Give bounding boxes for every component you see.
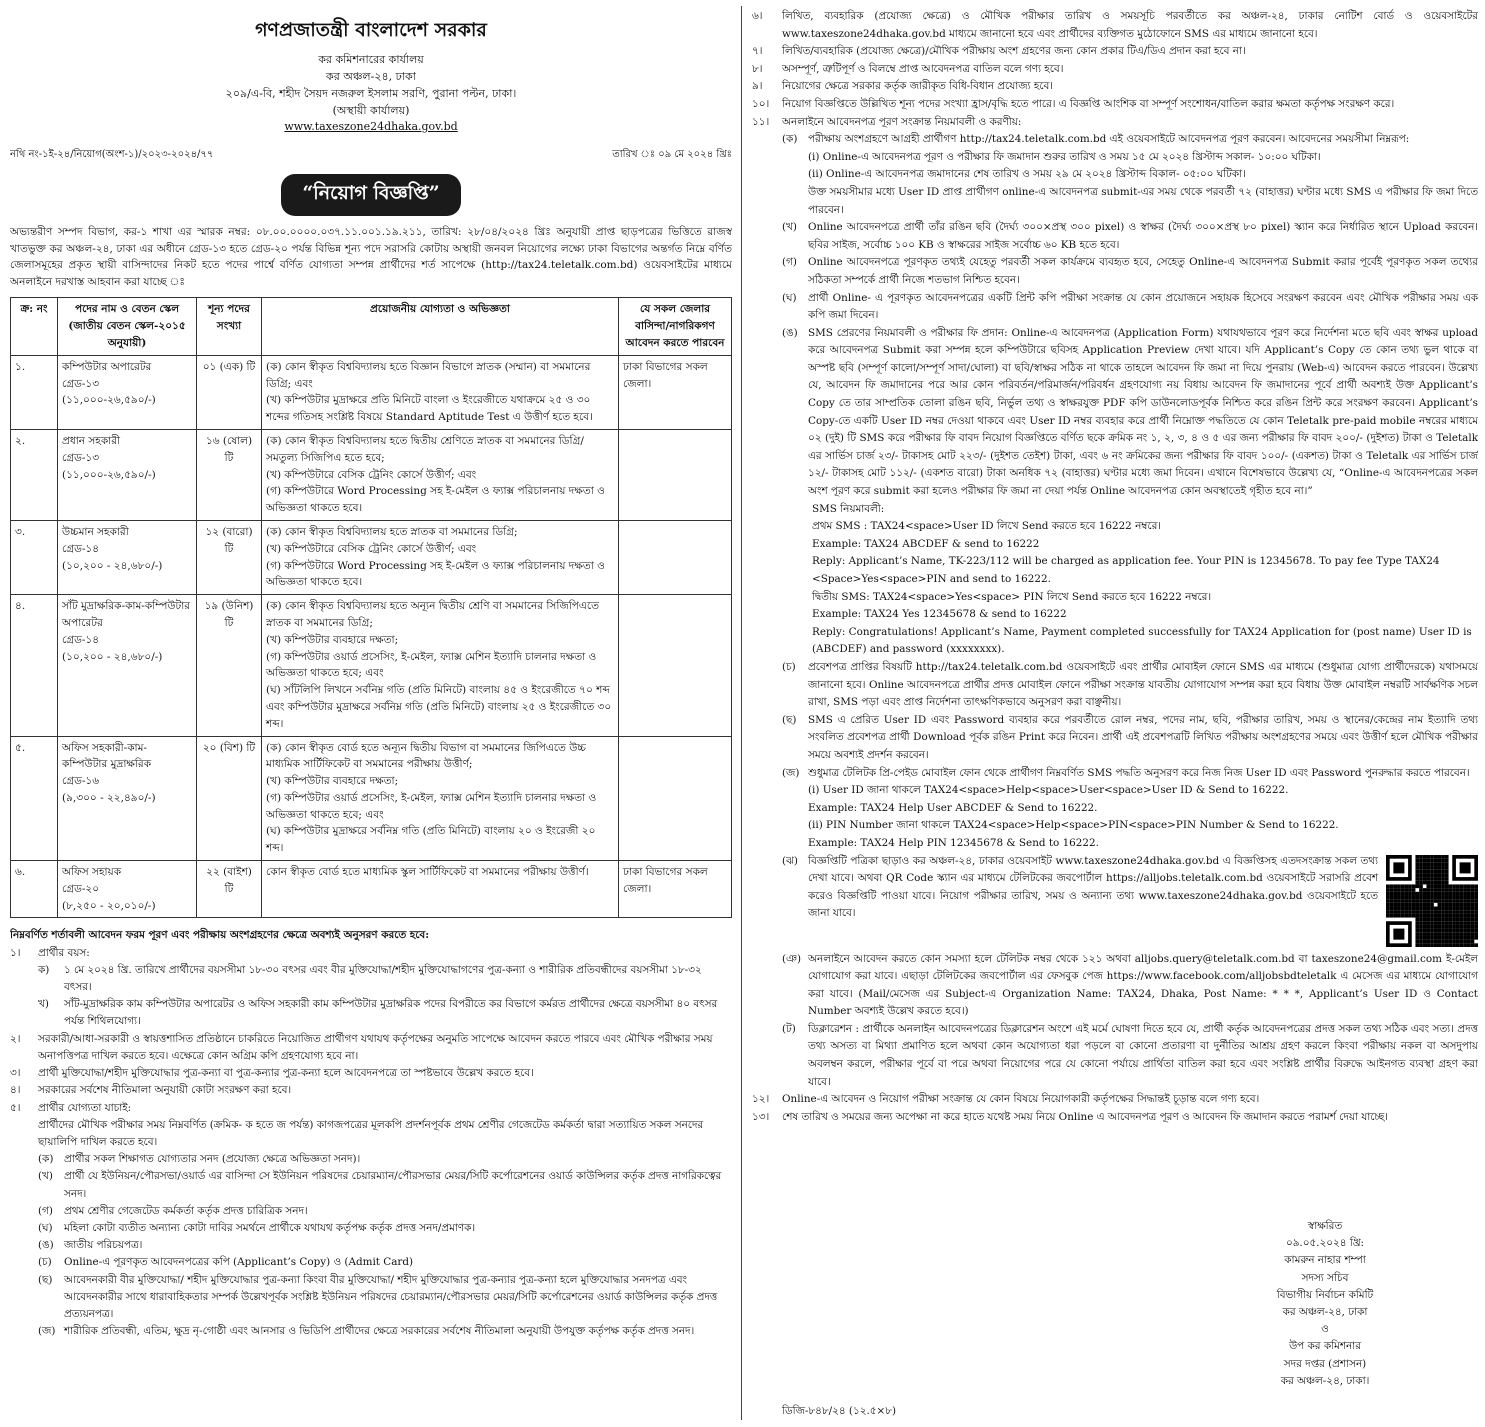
print-code: ডিজি-৮৪৮/২৪ (১২.৫×৮)	[782, 1405, 897, 1417]
condition-number: (গ)	[38, 1204, 53, 1217]
sms-rules	[752, 501, 1478, 659]
instruction-text: শেষ তারিখ ও সময়ের জন্য অপেক্ষা না করে হাতে যথেষ্ট সময় নিয়ে Online এ আবেদনপত্র পূরণ ও আবেদন ফি জমাদান করতে পরামর্শ দেয়া যাচ্ছে।	[782, 1110, 1388, 1123]
sms-line: প্রথম SMS : TAX24<space>User ID লিখে Send করতে হবে 16222 নম্বরে।	[812, 520, 1162, 533]
condition-number: (ঙ)	[38, 1239, 54, 1252]
condition-text: প্রার্থীর যোগ্যতা যাচাই: প্রার্থীদের মৌখিক পরীক্ষার সময় নিম্নবর্ণিত (ক্রমিক- ক হতে জ পর্যন্ত) কাগজপত্রের মূলকপি প্রদর্শনপূর্বক প্রথম শ্রেণীর গেজেটেড কর্মকর্তা দ্বারা সত্যায়িত সকল সনদের ছায়ালিপি দাখিল করতে হবে।	[38, 1101, 704, 1148]
condition-item	[10, 1065, 732, 1082]
table-row	[11, 736, 732, 861]
condition-number: (খ)	[38, 1170, 53, 1183]
condition-number: (জ)	[38, 1325, 56, 1338]
signed-label: স্বাক্ষরিত	[1307, 1220, 1343, 1232]
condition-number: (ঘ)	[38, 1221, 53, 1234]
intro-paragraph: অভ্যন্তরীণ সম্পদ বিভাগ, কর-১ শাখা এর স্মারক নম্বর: ০৮.০০.০০০০.০৩৭.১১.০০১.১৯.২১১, তারিখ: ২৮/০৪/২০২৪ খ্রিঃ অনুযায়ী প্রাপ্ত ছাড়পত্রের ভিত্তিতে রাজস্ব খাতভুক্ত কর অঞ্চল-২৪, ঢাকা এর অধীনে গ্রেড-১৩ হতে গ্রেড-২০ পর্যন্ত বিভিন্ন শূন্য পদে সরাসরি কোটায় অস্থায়ী জনবল নিয়োগের লক্ষ্যে ঢাকা বিভাগের অন্তর্গত নিম্নে বর্ণিত জেলাসমূহের প্রকৃত স্থায়ী বাসিন্দাদের নিকট হতে পদের পার্শ্বে বর্ণিত যোগ্যতা সম্পন্ন প্রার্থীদের শর্ত সাপেক্ষে (http://tax24.teletalk.com.bd) ওয়েবসাইটের মাধ্যমে অনলাইনে দরখাস্ত আহবান করা যাচ্ছে ঃ	[10, 226, 732, 288]
instruction-number: (জ)	[782, 766, 800, 779]
instruction-number: ১৩।	[752, 1110, 770, 1123]
office-name: কর কমিশনারের কার্যালয়	[318, 53, 424, 66]
qualification-cell: (ক) কোন স্বীকৃত বিশ্ববিদ্যালয় হতে স্নাতক বা সমমানের ডিগ্রি; (খ) কম্পিউটারে বেসিক ট্রেনিং কোর্সে উত্তীর্ণ; এবং (গ) কম্পিউটারে Word Processing সহ ই-মেইল ও ফ্যাক্স পরিচালনায় দক্ষতা ও অভিজ্ঞতা থাকতে হবে।	[262, 520, 619, 594]
instruction-number: ১২।	[752, 1093, 770, 1106]
conditions-list	[10, 945, 732, 1341]
reference-row	[10, 147, 732, 164]
instruction-item	[752, 853, 1478, 951]
instruction-number: (ছ)	[782, 713, 797, 726]
instruction-number: (ঞ)	[782, 952, 802, 965]
letterhead	[10, 16, 732, 135]
notice-date: তারিখ ঃ ০৯ মে ২০২৪ খ্রিঃ	[612, 149, 732, 160]
hq-name: সদর দপ্তর (প্রশাসন)	[1283, 1357, 1367, 1370]
and-label: ও	[1321, 1323, 1329, 1336]
col-count: শূন্য পদের সংখ্যা	[197, 298, 262, 355]
right-column	[752, 8, 1478, 1418]
condition-item	[10, 962, 732, 996]
district-cell	[619, 595, 732, 736]
table-row	[11, 355, 732, 429]
instruction-number: ৮।	[752, 62, 763, 75]
table-row	[11, 429, 732, 520]
sms-line: SMS নিয়মাবলী:	[812, 502, 885, 515]
condition-number: (ক)	[38, 1153, 54, 1166]
committee-zone: কর অঞ্চল-২৪, ঢাকা	[1282, 1306, 1368, 1319]
sms-line: Example: TAX24 Yes 12345678 & send to 16222	[812, 608, 1067, 621]
condition-text: মহিলা কোটা ব্যতীত অন্যান্য কোটা দাবির সমর্থনে প্রার্থীকে যথাযথ কর্তৃপক্ষ কর্তৃক প্রদত্ত সনদ/প্রমাণক।	[64, 1221, 476, 1234]
count-cell: ২০ (বিশ) টি	[197, 736, 262, 861]
condition-text: প্রার্থী যে ইউনিয়ন/পৌরসভা/ওয়ার্ড এর বাসিন্দা সে ইউনিয়ন পরিষদের চেয়ারম্যান/পৌরসভার মেয়র/সিটি কর্পোরেশনের ওয়ার্ড কাউন্সিলর কর্তৃক প্রদত্ত নাগরিকত্বের সনদ।	[64, 1170, 722, 1200]
count-cell: ১৯ (উনিশ) টি	[197, 595, 262, 736]
condition-item	[10, 1100, 732, 1152]
qualification-cell: (ক) কোন স্বীকৃত বোর্ড হতে অন্যূন দ্বিতীয় বিভাগ বা সমমানের জিপিএতে উচ্চ মাধ্যমিক সার্টিফিকেট বা সমমানের পরীক্ষায় উত্তীর্ণ; (খ) কম্পিউটার ব্যবহারে দক্ষতা; (গ) কম্পিউটার ওয়ার্ড প্রসেসিং, ই-মেইল, ফ্যাক্স মেশিন ইত্যাদি চালনার দক্ষতা ও অভিজ্ঞতা থাকতে হবে; এবং (ঘ) কম্পিউটার মুদ্রাক্ষরে সর্বনিম্ন গতি (প্রতি মিনিটে) বাংলায় ২০ ও ইংরেজী ২০ শব্দ।	[262, 736, 619, 861]
district-cell	[619, 520, 732, 594]
district-cell	[619, 736, 732, 861]
count-cell: ১২ (বারো) টি	[197, 520, 262, 594]
signature-date: ০৯.০৫.২০২৪ খ্রি:	[1285, 1237, 1365, 1250]
website-link[interactable]: www.taxeszone24dhaka.gov.bd	[284, 120, 458, 133]
sms-line: দ্বিতীয় SMS: TAX24<space>Yes<space> PIN লিখে Send করতে হবে 16222 নম্বরে।	[812, 590, 1212, 603]
instruction-item	[752, 96, 1478, 114]
serial-cell: ৩.	[11, 520, 58, 594]
instruction-item	[752, 325, 1478, 501]
instruction-item	[752, 43, 1478, 61]
condition-text: আবেদনকারী বীর মুক্তিযোদ্ধা/ শহীদ মুক্তিযোদ্ধার পুত্র-কন্যা কিংবা বীর মুক্তিযোদ্ধা/ শহীদ মুক্তিযোদ্ধার পুত্র-কন্যার পুত্র-কন্যা হলে মুক্তিযোদ্ধার সনদপত্র এবং আবেদনকারীর সাথে ধারাবাহিকতার সম্পর্ক উল্লেখপূর্বক সংশ্লিষ্ট ইউনিয়ন পরিষদের চেয়ারম্যান/পৌরসভার মেয়র/সিটি কর্পোরেশনের ওয়ার্ড কাউন্সিলর কর্তৃক প্রদত্ত প্রত্যয়নপত্র।	[64, 1273, 718, 1320]
serial-cell: ৪.	[11, 595, 58, 736]
post-cell: কম্পিউটার অপারেটর গ্রেড-১৩ (১১,০০০-২৬,৫৯০/-)	[58, 355, 197, 429]
instruction-text: Online আবেদনপত্রে প্রার্থী তাঁর রঙিন ছবি (দৈর্ঘ্য ৩০০×প্রস্থ ৩০০ pixel) ও স্বাক্ষর (দৈর্ঘ্য ৩০০×প্রস্থ ৮০ pixel) স্ক্যান করে নির্ধারিত স্থানে Upload করবেন। ছবির সাইজ, সর্বোচ্চ ১০০ KB ও স্বাক্ষরের সাইজ সর্বোচ্চ ৬০ KB হতে হবে।	[808, 221, 1478, 251]
condition-item	[10, 1254, 732, 1271]
condition-item	[10, 1151, 732, 1168]
post-cell: সাঁট মুদ্রাক্ষরিক-কাম-কম্পিউটার অপারেটর গ্রেড-১৪ (১০,২০০ - ২৪,৬৮০/-)	[58, 595, 197, 736]
district-cell	[619, 429, 732, 520]
qualification-cell: (ক) কোন স্বীকৃত বিশ্ববিদ্যালয় হতে অন্যূন দ্বিতীয় শ্রেণি বা সমমানের সিজিপিএতে স্নাতক বা সমমানের ডিগ্রি; (খ) কম্পিউটার ব্যবহারে দক্ষতা; (গ) কম্পিউটার ওয়ার্ড প্রসেসিং, ই-মেইল, ফ্যাক্স মেশিন ইত্যাদি চালনার দক্ষতা ও অভিজ্ঞতা থাকতে হবে; এবং (ঘ) সাঁটলিপি লিখনে সর্বনিম্ন গতি (প্রতি মিনিটে) বাংলায় ৪৫ ও ইংরেজীতে ৭০ শব্দ এবং কম্পিউটার মুদ্রাক্ষরে সর্বনিম্ন গতি (প্রতি মিনিটে) বাংলায় ২৫ ও ইংরেজীতে ৩০ শব্দ।	[262, 595, 619, 736]
qualification-cell: (ক) কোন স্বীকৃত বিশ্ববিদ্যালয় হতে দ্বিতীয় শ্রেণিতে স্নাতক বা সমমানের ডিগ্রি/সমতুল্য সিজিপিএ হতে হবে; (খ) কম্পিউটারে বেসিক ট্রেনিং কোর্সে উত্তীর্ণ; এবং (গ) কম্পিউটারে Word Processing সহ ই-মেইল ও ফ্যাক্স পরিচালনায় দক্ষতা ও অভিজ্ঞতা থাকতে হবে।	[262, 429, 619, 520]
instruction-number: (খ)	[782, 221, 797, 234]
condition-text: প্রার্থী মুক্তিযোদ্ধা/শহীদ মুক্তিযোদ্ধার পুত্র-কন্যা বা পুত্র-কন্যার পুত্র-কন্যা হলে আবেদনপত্রে তা স্পষ্টভাবে উল্লেখ করতে হবে।	[38, 1067, 534, 1080]
instruction-text: অনলাইনে আবেদনপত্র পূরণ সংক্রান্ত নিয়মাবলী ও করণীয়:	[782, 115, 1022, 128]
condition-item	[10, 1082, 732, 1099]
serial-cell: ৫.	[11, 736, 58, 861]
condition-number: (চ)	[38, 1256, 52, 1269]
hq-zone: কর অঞ্চল-২৪, ঢাকা।	[1280, 1374, 1370, 1387]
condition-item	[10, 1220, 732, 1237]
instruction-item	[752, 1021, 1478, 1091]
instruction-number: (ঙ)	[782, 326, 798, 339]
final-instructions	[752, 1091, 1478, 1126]
column-divider	[741, 6, 742, 1420]
instruction-number: (ট)	[782, 1022, 796, 1035]
condition-text: প্রথম শ্রেণীর গেজেটেড কর্মকর্তা কর্তৃক প্রদত্ত চারিত্রিক সনদ।	[64, 1204, 308, 1217]
instruction-text: অসম্পূর্ণ, ত্রুটিপূর্ণ ও বিলম্বে প্রাপ্ত আবেদনপত্র বাতিল বলে গণ্য হবে।	[782, 62, 1064, 75]
condition-text: প্রার্থীর বয়স:	[38, 946, 90, 959]
table-row	[11, 595, 732, 736]
online-rules-list	[752, 131, 1478, 500]
instruction-item	[752, 1091, 1478, 1109]
instruction-number: ১১।	[752, 115, 770, 128]
committee-name: বিভাগীয় নির্বাচন কমিটি	[1276, 1288, 1374, 1301]
instruction-text: অনলাইনে আবেদন করতে কোন সমস্যা হলে টেলিটক নম্বর থেকে ১২১ অথবা alljobs.query@teletalk.com.bd বা taxeszone24@gmail.com ই-মেইল যোগাযোগ করা যাবে। এছাড়া টেলিটকের জবপোর্টাল এর ফেসবুক পেজ https://www.facebook.com/alljobsbdteletalk এ মেসেজ এর মাধ্যমে যোগাযোগ করা যাবে। (Mail/মেসেজ এর Subject-এ Organization Name: TAX24, Dhaka, Post Name: * * *, Applicant’s User ID ও Contact Number অবশ্যই উল্লেখ করতে হবে।)	[808, 952, 1478, 1018]
instruction-text: Online আবেদনপত্রে পূরণকৃত তথ্যই যেহেতু পরবর্তী সকল কার্যক্রমে ব্যবহৃত হবে, সেহেতু Online-এ আবেদনপত্র Submit করার পূর্বেই পূরণকৃত সকল তথ্যের সঠিকতা সম্পর্কে প্রার্থী নিজে শতভাগ নিশ্চিত হবেন।	[808, 256, 1478, 286]
instruction-item	[752, 290, 1478, 325]
condition-item	[10, 1272, 732, 1324]
qualification-cell: কোন স্বীকৃত বোর্ড হতে মাধ্যমিক স্কুল সার্টিফিকেট বা সমমানের পরীক্ষায় উত্তীর্ণ।	[262, 861, 619, 918]
condition-text: সাঁট-মুদ্রাক্ষরিক কাম কম্পিউটার অপারেটর ও অফিস সহকারী কাম কম্পিউটার মুদ্রাক্ষরিক পদের বিপরীতে কর বিভাগে কর্মরত প্রার্থীদের ক্ষেত্রে বয়সসীমা ৪০ বৎসর পর্যন্ত শিথিলযোগ্য।	[64, 998, 718, 1028]
instruction-text: পরীক্ষায় অংশগ্রহণে আগ্রহী প্রার্থীগণ http://tax24.teletalk.com.bd এই ওয়েবসাইটে আবেদনপত্র পূরণ করবেন। আবেদনের সময়সীমা নিম্নরূপ: (i) Online-এ আবেদনপত্র পূরণ ও পরীক্ষার ফি জমাদান শুরুর তারিখ ও সময় ১৫ মে ২০২৪ খ্রিস্টাব্দ সকাল- ১০:০০ ঘটিকা। (ii) Online-এ আবেদনপত্র জমাদানের শেষ তারিখ ও সময় ২৯ মে ২০২৪ খ্রিস্টাব্দ বিকাল- ০৫:০০ ঘটিকা। উক্ত সময়সীমার মধ্যে User ID প্রাপ্ত প্রার্থীগণ online-এ আবেদনপত্র submit-এর সময় থেকে পরবর্তী ৭২ (বাহাত্তর) ঘণ্টার মধ্যে SMS এ পরীক্ষার ফি জমা দিতে পারবেন।	[808, 133, 1478, 216]
designation: উপ কর কমিশনার	[1289, 1340, 1361, 1353]
instruction-item	[752, 659, 1478, 712]
instruction-item	[752, 951, 1478, 1021]
table-row	[11, 861, 732, 918]
count-cell: ০১ (এক) টি	[197, 355, 262, 429]
instruction-number: (ঝ)	[782, 854, 798, 867]
instruction-item	[752, 114, 1478, 132]
condition-number: ১।	[10, 946, 21, 959]
instruction-number: (ক)	[782, 133, 798, 146]
instruction-text: Online-এ আবেদন ও নিয়োগ পরীক্ষা সংক্রান্ত যে কোন বিষয়ে নিয়োগকারী কর্তৃপক্ষের সিদ্ধান্তই চূড়ান্ত বলে গণ্য হবে।	[782, 1093, 1260, 1106]
serial-cell: ১.	[11, 355, 58, 429]
online-rules-list-2	[752, 659, 1478, 1091]
condition-text: সরকারের সর্বশেষ নীতিমালা অনুযায়ী কোটা সংরক্ষণ করা হবে।	[38, 1084, 292, 1097]
condition-text: শারীরিক প্রতিবন্ধী, এতিম, ক্ষুদ্র নৃ-গোষ্ঠী এবং আনসার ও ভিডিপি প্রার্থীদের ক্ষেত্রে সরকারের সর্বশেষ নীতিমালা অনুযায়ী উপযুক্ত কর্তৃপক্ষ কর্তৃক প্রদত্ত সনদ।	[64, 1325, 695, 1338]
instruction-item	[752, 78, 1478, 96]
instruction-number: ৯।	[752, 80, 763, 93]
condition-text: সরকারী/আধা-সরকারী ও স্বায়ত্তশাসিত প্রতিষ্ঠানে চাকরিতে নিয়োজিত প্রার্থীগণ যথাযথ কর্তৃপক্ষের অনুমতি সাপেক্ষে আবেদন করতে পারবে এবং মৌখিক পরীক্ষার সময় অনাপত্তিপত্র দাখিল করতে হবে। এক্ষেত্রে কোন অগ্রিম কপি গ্রহণযোগ্য হবে না।	[38, 1032, 713, 1062]
instruction-item	[752, 765, 1478, 853]
conditions-title: নিম্নবর্ণিত শর্তাবলী আবেদন ফরম পূরণ এবং পরীক্ষায় অংশগ্রহণের ক্ষেত্রে অবশ্যই অনুসরণ করতে হবে:	[10, 929, 430, 942]
instruction-text: শুধুমাত্র টেলিটক প্রি-পেইড মোবাইল ফোন থেকে প্রার্থীগণ নিম্নবর্ণিত SMS পদ্ধতি অনুসরণ করে নিজ নিজ User ID এবং Password পুনরুদ্ধার করতে পারবেন। (i) User ID জানা থাকলে TAX24<space>Help<space>User<space>User ID & Send to 16222. Example: TAX24 Help User ABCDEF & Send to 16222. (ii) PIN Number জানা থাকলে TAX24<space>Help<space>PIN<space>PIN Number & Send to 16222. Example: TAX24 Help PIN 12345678 & Send to 16222.	[808, 766, 1470, 849]
condition-number: ৫।	[10, 1101, 21, 1114]
sms-line: Example: TAX24 ABCDEF & send to 16222	[812, 537, 1040, 550]
condition-item	[10, 1168, 732, 1202]
qr-code-icon[interactable]	[1386, 855, 1478, 947]
instruction-text: ডিক্লারেশন : প্রার্থীকে অনলাইন আবেদনপত্রের ডিক্লারেশন অংশে এই মর্মে ঘোষণা দিতে হবে যে, প্রার্থী কর্তৃক আবেদনপত্রের প্রদত্ত সকল তথ্য সঠিক এবং সত্য। প্রদত্ত তথ্য অসত্য বা মিথ্যা প্রমাণিত হলে অথবা কোন অযোগ্যতা ধরা পড়লে বা কোনো প্রতারণা বা দুর্নীতির আশ্রয় গ্রহণ করলে কিংবা পরীক্ষায় নকল বা অসদুপায় অবলম্বন করলে, পরীক্ষার পূর্বে বা পরে অথবা নিয়োগের পরে যে কোনো পর্যায়ে প্রার্থিতা বাতিল করা হবে এবং সংশ্লিষ্ট প্রার্থীর বিরুদ্ধে আইনগত ব্যবস্থা গ্রহণ করা যাবে।	[808, 1022, 1478, 1088]
serial-cell: ৬.	[11, 861, 58, 918]
qualification-cell: (ক) কোন স্বীকৃত বিশ্ববিদ্যালয় হতে বিজ্ঞান বিভাগে স্নাতক (সম্মান) বা সমমানের ডিগ্রি; এবং (খ) কম্পিউটার মুদ্রাক্ষরে প্রতি মিনিটে বাংলা ও ইংরেজীতে যথাক্রমে ২৫ ও ৩০ শব্দের গতিসহ সংশ্লিষ্ট বিষয়ে Standard Aptitude Test এ উত্তীর্ণ হতে হবে।	[262, 355, 619, 429]
sms-line: Reply: Congratulations! Applicant’s Name, Payment completed successfully for TAX24 Application for (post name) User ID is (ABCDEF) and password (xxxxxxxx).	[812, 625, 1472, 656]
condition-text: জাতীয় পরিচয়পত্র।	[64, 1239, 143, 1252]
condition-item	[10, 1203, 732, 1220]
condition-number: ক)	[38, 963, 50, 976]
condition-item	[10, 1323, 732, 1340]
instruction-item	[752, 254, 1478, 289]
instruction-number: ১০।	[752, 97, 770, 110]
temp-office: (অস্থায়ী কার্যালয়)	[332, 104, 410, 117]
sms-line: Reply: Applicant’s Name, TK-223/112 will be charged as application fee. Your PIN is 12345678. To pay fee Type TAX24 <Space>Yes<space>PIN and send to 16222.	[812, 555, 1440, 585]
table-row	[11, 520, 732, 594]
district-cell: ঢাকা বিভাগের সকল জেলা।	[619, 355, 732, 429]
condition-number: ৩।	[10, 1067, 21, 1080]
post-cell: অফিস সহায়ক গ্রেড-২০ (৮,২৫০ - ২০,০১০/-)	[58, 861, 197, 918]
left-column	[10, 8, 732, 1418]
col-post: পদের নাম ও বেতন স্কেল (জাতীয় বেতন স্কেল-২০১৫ অনুযায়ী)	[58, 298, 197, 355]
table-header-row	[11, 298, 732, 355]
gov-title: গণপ্রজাতন্ত্রী বাংলাদেশ সরকার	[255, 19, 487, 41]
instruction-text: প্রার্থী Online- এ পূরণকৃত আবেদনপত্রের একটি প্রিন্ট কপি পরীক্ষা সংক্রান্ত যে কোন প্রয়োজনে সহায়ক হিসেবে সংরক্ষণ করবেন এবং মৌখিক পরীক্ষার সময় এক কপি জমা দিবেন।	[808, 291, 1478, 322]
condition-item	[10, 996, 732, 1030]
instruction-text: SMS প্রেরণের নিয়মাবলী ও পরীক্ষার ফি প্রদান: Online-এ আবেদনপত্র (Application Form) যথাযথভাবে পূরণ করে নির্দেশনা মতে ছবি এবং স্বাক্ষর upload করে আবেদনপত্র Submit করা সম্পন্ন হলে কম্পিউটারে ছবিসহ Application Preview দেখা যাবে। যদি Applicant’s Copy তে কোন তথ্য ভুল থাকে বা অস্পষ্ট ছবি (সম্পূর্ণ কালো/সম্পূর্ণ সাদা/ঘোলা) বা ছবি/স্বাক্ষর সঠিক না থাকে তাহলে আবেদন ফি জমা না দিয়ে পুনরায় (Web-এ) আবেদন করতে পারবেন। উল্লেখ্য যে, আবেদন ফি জমাদানের পরে আর কোন পরিবর্তন/পরিমার্জন/পরিবর্ধন গ্রহণযোগ্য নয় বিধায় আবেদন ফি জমাদানের পূর্বে প্রার্থী অবশ্যই উক্ত Applicant’s Copy তে তার সাম্প্রতিক তোলা রঙিন ছবি, নির্ভুল তথ্য ও স্বাক্ষরযুক্ত PDF কপি ডাউনলোডপূর্বক নিশ্চিত করে রঙিন প্রিন্ট করে সংরক্ষণ করবেন। Applicant’s Copy-তে একটি User ID নম্বর দেওয়া থাকবে এবং User ID নম্বর ব্যবহার করে প্রার্থী নিম্নোক্ত পদ্ধতিতে যে কোন Teletalk pre-paid mobile নম্বরের মাধ্যমে ০২ (দুই) টি SMS করে পরীক্ষার ফি বাবদ নিয়োগ বিজ্ঞপ্তিতে বর্ণিত ছকে ক্রমিক নং ১, ২, ৩, ৪ ও ৫ এর জন্য পরীক্ষার ফি বাবদ ২০০/- (দুইশত) টাকা ও Teletalk এর সার্ভিস চার্জ ২৩/- টাকাসহ মোট ২২৩/- (দুইশত তেইশ) টাকা, এবং ৬ নং ক্রমিকের জন্য পরীক্ষার ফি বাবদ ১০০/- (একশত) টাকা ও Teletalk এর সার্ভিস চার্জ ১২/- টাকাসহ মোট ১১২/- (একশত বারো) টাকা অনধিক ৭২ (বাহাত্তর) ঘণ্টার মধ্যে জমা দিবেন। এখানে বিশেষভাবে উল্লেখ্য যে, “Online-এ আবেদনপত্রের সকল অংশ পূরণ করে submit করা হলেও পরীক্ষার ফি জমা না দেয়া পর্যন্ত Online আবেদনপত্র কোন অবস্থাতেই গৃহীত হবে না।”	[808, 326, 1478, 498]
signature-block	[1225, 1218, 1425, 1390]
notice-title: “নিয়োগ বিজ্ঞপ্তি”	[281, 174, 461, 216]
instruction-item	[752, 131, 1478, 219]
count-cell: ২২ (বাইশ) টি	[197, 861, 262, 918]
instruction-item	[752, 219, 1478, 254]
post-cell: প্রধান সহকারী গ্রেড-১৩ (১১,০০০-২৬,৫৯০/-)	[58, 429, 197, 520]
condition-text: ১ মে ২০২৪ খ্রি. তারিখে প্রার্থীদের বয়সসীমা ১৮-৩০ বৎসর এবং বীর মুক্তিযোদ্ধা/শহীদ মুক্তিযোদ্ধাগণের পুত্র-কন্যা ও শারীরিক প্রতিবন্ধীদের বয়সসীমা ১৮-৩২ বৎসর।	[64, 963, 702, 994]
post-cell: উচ্চমান সহকারী গ্রেড-১৪ (১০,২০০ - ২৪,৬৮০/-)	[58, 520, 197, 594]
instruction-text: নিয়োগ বিজ্ঞপ্তিতে উল্লিখিত শূন্য পদের সংখ্যা হ্রাস/বৃদ্ধি হতে পারে। এ বিজ্ঞপ্তি আংশিক বা সম্পূর্ণ সংশোধন/বাতিল করার ক্ষমতা কর্তৃপক্ষ সংরক্ষণ করে।	[782, 97, 1395, 110]
instruction-item	[752, 712, 1478, 765]
condition-text: প্রার্থীর সকল শিক্ষাগত যোগ্যতার সনদ (প্রযোজ্য ক্ষেত্রে অভিজ্ঞতা সনদ)।	[64, 1153, 361, 1166]
reference-number: নথি নং-১ই-২৪/নিয়োগ(অংশ-১)/২০২৩-২০২৪/৭৭	[10, 149, 214, 160]
col-district: যে সকল জেলার বাসিন্দা/নাগরিকগণ আবেদন করতে পারবেন	[619, 298, 732, 355]
condition-item	[10, 945, 732, 962]
condition-text: Online-এ পূরণকৃত আবেদনপত্রের কপি (Applicant’s Copy) ও (Admit Card)	[64, 1256, 414, 1269]
district-cell: ঢাকা বিভাগের সকল জেলা।	[619, 861, 732, 918]
col-serial: ক্র: নং	[11, 298, 58, 355]
instruction-text: লিখিত/ব্যবহারিক (প্রযোজ্য ক্ষেত্রে)/মৌখিক পরীক্ষায় অংশ গ্রহণের জন্য কোন প্রকার টিএ/ডিএ প্রদান করা হবে না।	[782, 45, 1246, 58]
post-cell: অফিস সহকারী-কাম-কম্পিউটার মুদ্রাক্ষরিক গ্রেড-১৬ (৯,৩০০ - ২২,৪৯০/-)	[58, 736, 197, 861]
condition-number: ৪।	[10, 1084, 21, 1097]
office-address: ২০৯/এ-বি, শহীদ সৈয়দ নজরুল ইসলাম সরণি, পুরানা পল্টন, ঢাকা।	[225, 87, 517, 100]
posts-table	[10, 297, 732, 918]
instruction-item	[752, 1109, 1478, 1127]
instruction-number: ৭।	[752, 45, 763, 58]
serial-cell: ২.	[11, 429, 58, 520]
instruction-text: নিয়োগের ক্ষেত্রে সরকার কর্তৃক জারীকৃত বিধি-বিধান প্রযোজ্য হবে।	[782, 80, 1053, 93]
condition-number: খ)	[38, 998, 49, 1011]
condition-item	[10, 1031, 732, 1065]
instruction-item	[752, 61, 1478, 79]
zone-name: কর অঞ্চল-২৪, ঢাকা	[326, 70, 416, 83]
count-cell: ১৬ (ষোল) টি	[197, 429, 262, 520]
instruction-number: (গ)	[782, 256, 797, 269]
instruction-text: বিজ্ঞপ্তিটি পত্রিকা ছাড়াও কর অঞ্চল-২৪, ঢাকার ওয়েবসাইট www.taxeszone24dhaka.gov.bd এ বিজ্ঞপ্তিসহ এতদসংক্রান্ত সকল তথ্য দেখা যাবে। অথবা QR Code স্ক্যান এর মাধ্যমে টেলিটকের জবপোর্টাল https://alljobs.teletalk.com.bd ওয়েবসাইটে সরাসরি প্রবেশ করেও বিজ্ঞপ্তিটি পাওয়া যাবে। নিয়োগ পরীক্ষার তারিখ, সময় ও অন্যান্য তথ্য www.taxeszone24dhaka.gov.bd ওয়েবসাইটে হতে জানা যাবে।	[808, 853, 1478, 951]
instructions-list	[752, 8, 1478, 131]
table-body	[11, 355, 732, 918]
instruction-text: SMS এ প্রেরিত User ID এবং Password ব্যবহার করে পরবর্তীতে রোল নম্বর, পদের নাম, ছবি, পরীক্ষার তারিখ, সময় ও স্থানের/কেন্দ্রের নাম ইত্যাদি তথ্য সংবলিত প্রবেশপত্র প্রার্থী Download পূর্বক রঙিন Print করে নিবেন। প্রার্থী এই প্রবেশপত্রটি লিখিত পরীক্ষায় অংশগ্রহণের সময়ে এবং উত্তীর্ণ হলে মৌখিক পরীক্ষার সময়ে অবশ্যই প্রদর্শন করবেন।	[808, 713, 1478, 761]
instruction-number: (ঘ)	[782, 291, 797, 304]
instruction-item	[752, 8, 1478, 43]
condition-number: (ছ)	[38, 1273, 53, 1286]
conditions-section	[10, 927, 732, 1340]
condition-item	[10, 1237, 732, 1254]
instruction-number: ৬।	[752, 10, 763, 22]
instruction-text: লিখিত, ব্যবহারিক (প্রযোজ্য ক্ষেত্রে) ও মৌখিক পরীক্ষার তারিখ ও সময়সূচি পরবর্তীতে কর অঞ্চল-২৪, ঢাকার নোটিশ বোর্ড ও ওয়েবসাইটের www.taxeszone24dhaka.gov.bd মাধ্যমে জানানো হবে এবং প্রার্থীদের ব্যক্তিগত মুঠোফোনে SMS এর মাধ্যমে জানানো হবে।	[782, 10, 1478, 40]
instruction-text: প্রবেশপত্র প্রাপ্তির বিষয়টি http://tax24.teletalk.com.bd ওয়েবসাইটে এবং প্রার্থীর মোবাইল ফোনে SMS এর মাধ্যমে (শুধুমাত্র যোগ্য প্রার্থীদেরকে) যথাসময়ে জানানো হবে। Online আবেদনপত্রে প্রার্থীর প্রদত্ত মোবাইল ফোনে পরীক্ষা সংক্রান্ত যাবতীয় যোগাযোগ সম্পন্ন করা হবে বিধায় উক্ত মোবাইল নম্বরটি সার্বক্ষণিক সচল রাখা, SMS পড়া এবং প্রাপ্ত নির্দেশনা তাৎক্ষণিকভাবে অনুসরণ করা বাঞ্ছনীয়।	[808, 660, 1478, 709]
instruction-number: (চ)	[782, 660, 796, 673]
col-qualification: প্রয়োজনীয় যোগ্যতা ও অভিজ্ঞতা	[262, 298, 619, 355]
signatory-name: কামরুন নাহার শম্পা	[1284, 1254, 1366, 1267]
signatory-role: সদস্য সচিব	[1301, 1271, 1349, 1284]
condition-number: ২।	[10, 1032, 21, 1045]
